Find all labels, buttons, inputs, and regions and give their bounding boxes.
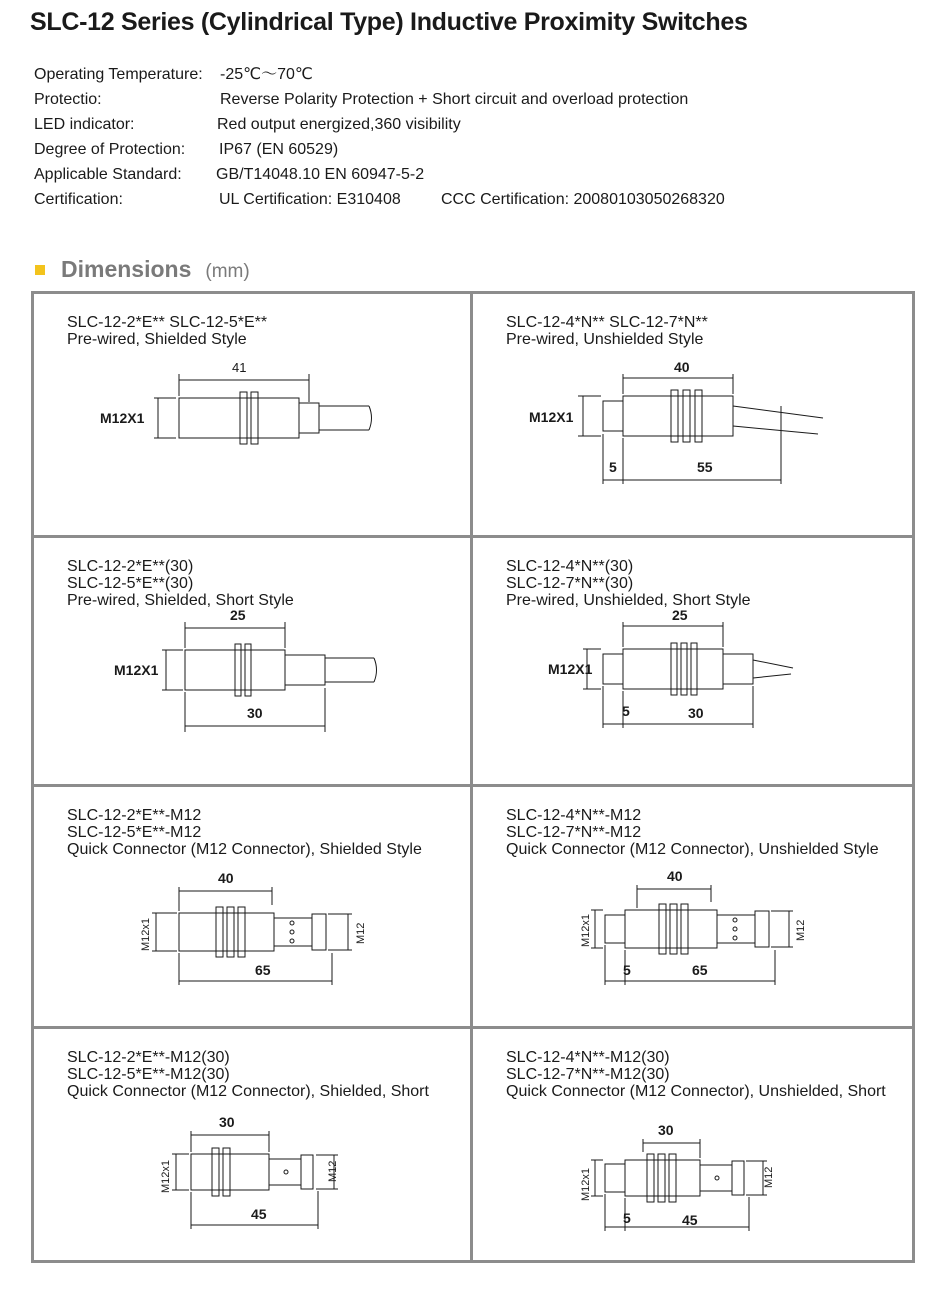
style-line: Pre-wired, Shielded Style	[67, 331, 247, 348]
dim-label-thread: M12x1	[580, 1167, 592, 1201]
bullet-icon	[35, 265, 45, 275]
sensor-drawing	[34, 1029, 465, 1260]
dim-label-connector: M12	[327, 1160, 339, 1182]
sensor-drawing	[473, 294, 912, 532]
dim-label-length: 40	[674, 359, 690, 375]
dim-label-total: 65	[692, 962, 708, 978]
spec-label: Operating Temperature:	[34, 66, 203, 83]
model-line: SLC-12-4*N**-M12(30)	[506, 1049, 670, 1066]
dim-label-length: 41	[232, 360, 247, 375]
dim-label-thread: M12X1	[529, 409, 574, 425]
spec-label: Applicable Standard:	[34, 166, 182, 183]
dim-label-offset: 5	[623, 962, 631, 978]
model-line: SLC-12-2*E** SLC-12-5*E**	[67, 314, 268, 331]
spec-value: GB/T14048.10 EN 60947-5-2	[216, 166, 425, 183]
dim-cell-prewired-unshielded-short	[473, 535, 912, 784]
model-line: SLC-12-7*N**-M12	[506, 824, 642, 841]
style-line: Quick Connector (M12 Connector), Unshielded, Short	[506, 1083, 886, 1100]
spec-value: UL Certification: E310408	[219, 191, 401, 208]
model-line: SLC-12-7*N**-M12(30)	[506, 1066, 670, 1083]
dim-cell-prewired-shielded-short	[34, 535, 473, 784]
style-line: Quick Connector (M12 Connector), Unshielded Style	[506, 841, 879, 858]
style-line: Pre-wired, Unshielded, Short Style	[506, 592, 751, 609]
dim-label-length: 25	[230, 607, 246, 623]
dim-cell-prewired-shielded	[34, 294, 473, 535]
sensor-drawing	[34, 538, 465, 784]
spec-value: -25℃～70℃	[220, 66, 313, 83]
model-line: SLC-12-7*N**(30)	[506, 575, 634, 592]
dimensions-heading	[35, 256, 250, 283]
dim-label-total: 30	[247, 705, 263, 721]
dim-cell-connector-unshielded-short	[473, 1026, 912, 1260]
sensor-drawing	[34, 787, 465, 1026]
dim-label-length: 40	[218, 870, 234, 886]
dim-label-thread: M12X1	[114, 662, 159, 678]
dim-label-total: 55	[697, 459, 713, 475]
dim-cell-connector-shielded-short	[34, 1026, 473, 1260]
sensor-drawing	[34, 294, 465, 532]
page-title: SLC-12 Series (Cylindrical Type) Inductive Proximity Switches	[30, 8, 748, 36]
model-line: SLC-12-2*E**-M12	[67, 807, 202, 824]
model-line: SLC-12-2*E**-M12(30)	[67, 1049, 230, 1066]
style-line: Quick Connector (M12 Connector), Shielded, Short	[67, 1083, 429, 1100]
style-line: Pre-wired, Unshielded Style	[506, 331, 704, 348]
dim-label-total: 45	[251, 1206, 267, 1222]
dim-label-thread: M12x1	[160, 1159, 172, 1193]
sensor-drawing	[473, 787, 912, 1026]
spec-label: Certification:	[34, 191, 123, 208]
model-line: SLC-12-5*E**-M12(30)	[67, 1066, 230, 1083]
dim-cell-connector-shielded	[34, 784, 473, 1026]
dim-label-offset: 5	[609, 459, 617, 475]
dim-label-thread: M12X1	[100, 410, 145, 426]
dim-cell-connector-unshielded	[473, 784, 912, 1026]
spec-value: Red output energized,360 visibility	[217, 116, 461, 133]
spec-label: LED indicator:	[34, 116, 135, 133]
model-line: SLC-12-4*N**(30)	[506, 558, 634, 575]
dimensions-unit: (mm)	[205, 261, 250, 282]
spec-value-ccc: CCC Certification: 20080103050268320	[441, 191, 725, 208]
model-line: SLC-12-2*E**(30)	[67, 558, 194, 575]
dimensions-grid	[31, 291, 915, 1263]
style-line: Quick Connector (M12 Connector), Shielded Style	[67, 841, 422, 858]
spec-label: Protectio:	[34, 91, 102, 108]
dimensions-title: Dimensions	[61, 256, 192, 282]
dim-label-offset: 5	[623, 1210, 631, 1226]
dim-label-connector: M12	[763, 1166, 775, 1188]
style-line: Pre-wired, Shielded, Short Style	[67, 592, 294, 609]
dim-label-thread: M12X1	[548, 661, 593, 677]
sensor-drawing	[473, 538, 912, 784]
dim-label-total: 65	[255, 962, 271, 978]
spec-value: IP67 (EN 60529)	[219, 141, 339, 158]
dim-label-connector: M12	[355, 922, 367, 944]
dim-label-offset: 5	[622, 703, 630, 719]
spec-label: Degree of Protection:	[34, 141, 186, 158]
dim-label-length: 30	[658, 1122, 674, 1138]
sensor-drawing	[473, 1029, 912, 1260]
model-line: SLC-12-5*E**-M12	[67, 824, 202, 841]
dim-label-length: 25	[672, 607, 688, 623]
dim-label-total: 45	[682, 1212, 698, 1228]
model-line: SLC-12-4*N** SLC-12-7*N**	[506, 314, 708, 331]
model-line: SLC-12-4*N**-M12	[506, 807, 642, 824]
dim-label-thread: M12x1	[580, 913, 592, 947]
dim-label-length: 30	[219, 1114, 235, 1130]
spec-value: Reverse Polarity Protection + Short circuit and overload protection	[220, 91, 689, 108]
dim-label-total: 30	[688, 705, 704, 721]
dim-label-thread: M12x1	[140, 917, 152, 951]
dim-cell-prewired-unshielded	[473, 294, 912, 535]
dim-label-connector: M12	[795, 919, 807, 941]
dim-label-length: 40	[667, 868, 683, 884]
model-line: SLC-12-5*E**(30)	[67, 575, 194, 592]
